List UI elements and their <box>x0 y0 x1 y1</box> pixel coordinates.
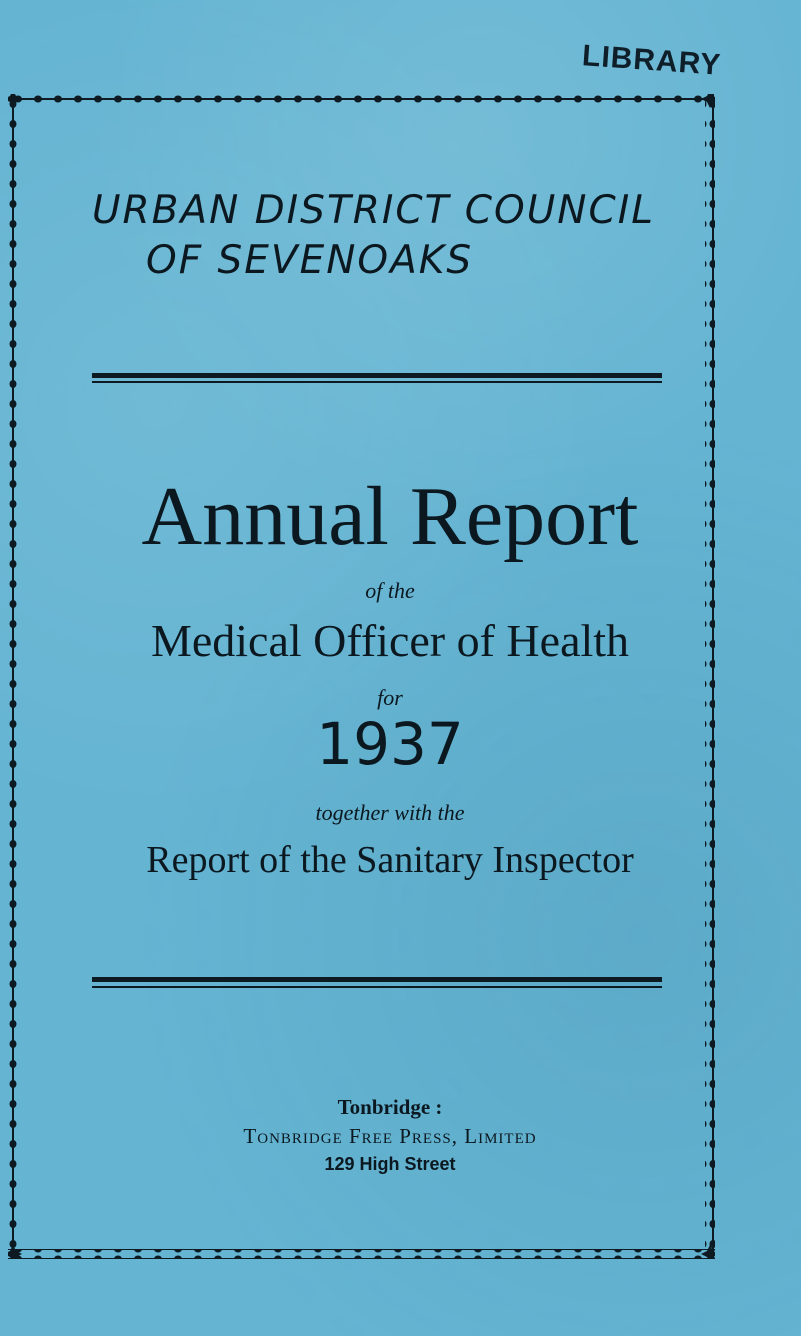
top-rule-thick <box>92 373 662 378</box>
bottom-rule-thick <box>92 977 662 982</box>
council-heading-line2: OF SEVENOAKS <box>146 238 474 283</box>
medical-officer-text: Medical Officer of Health <box>150 615 630 666</box>
of-the-text: of the <box>365 578 415 603</box>
imprint-address: 129 High Street <box>324 1154 456 1174</box>
top-rule-thin <box>92 381 662 383</box>
council-heading-line1: URBAN DISTRICT COUNCIL <box>92 188 655 233</box>
bottom-rule-thin <box>92 986 662 988</box>
for-text: for <box>377 685 403 710</box>
report-title: Annual Report <box>141 470 639 563</box>
report-year: 1937 <box>316 710 464 778</box>
imprint-city: Tonbridge : <box>337 1095 443 1119</box>
imprint-printer: Tonbridge Free Press, Limited <box>243 1124 537 1148</box>
together-text: together with the <box>315 800 465 825</box>
library-stamp: LIBRARY <box>581 39 723 82</box>
sanitary-inspector-text: Report of the Sanitary Inspector <box>146 839 634 881</box>
